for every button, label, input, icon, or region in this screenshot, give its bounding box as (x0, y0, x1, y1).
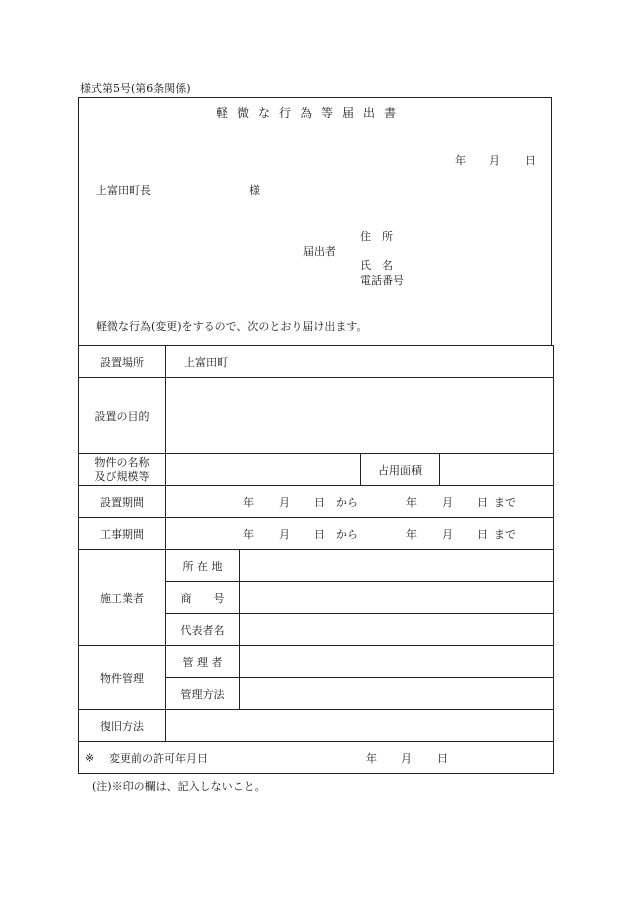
install-until-text: まで (494, 495, 516, 509)
location-label: 設置場所 (79, 346, 166, 378)
restoration-field[interactable] (166, 710, 554, 742)
purpose-field[interactable] (166, 378, 554, 454)
install-period-field[interactable] (166, 486, 554, 518)
install-from-day: 日 (314, 495, 325, 509)
row-purpose (79, 378, 554, 454)
work-to-month: 月 (442, 527, 453, 541)
addressee-town: 上富田町長 (96, 184, 151, 197)
contractor-label: 施工業者 (79, 550, 166, 646)
row-install-period (79, 486, 554, 518)
item-name-field[interactable] (166, 454, 361, 486)
install-to-month: 月 (442, 495, 453, 509)
footnote: (注)※印の欄は、記入しないこと。 (92, 780, 266, 793)
notifier-label: 届出者 (303, 245, 336, 258)
date-day: 日 (525, 154, 536, 167)
management-method-field[interactable] (240, 678, 554, 710)
install-from-month: 月 (279, 495, 290, 509)
management-method-label: 管理方法 (166, 678, 240, 710)
work-from-text: から (336, 527, 358, 541)
work-period-label: 工事期間 (79, 518, 166, 550)
item-name-label (79, 454, 166, 486)
area-field[interactable] (440, 454, 554, 486)
purpose-label: 設置の目的 (79, 378, 166, 454)
date-month: 月 (489, 154, 500, 167)
date-year: 年 (455, 154, 466, 167)
contractor-trade-field[interactable] (240, 582, 554, 614)
area-label: 占用面積 (361, 454, 440, 486)
statement-text: 軽微な行為(変更)をするので、次のとおり届け出ます。 (96, 320, 368, 333)
row-contractor-address (79, 550, 554, 582)
prior-permit-field[interactable] (79, 742, 554, 774)
restoration-label: 復旧方法 (79, 710, 166, 742)
row-item-name (79, 454, 554, 486)
item-name-label-line2: 及び規模等 (94, 469, 150, 483)
row-restoration (79, 710, 554, 742)
prior-permit-label: 変更前の許可年月日 (109, 751, 208, 765)
work-to-day: 日 (477, 527, 488, 541)
work-until-text: まで (494, 527, 516, 541)
row-prior-permit (79, 742, 554, 774)
install-from-text: から (336, 495, 358, 509)
form-number-label: 様式第5号(第6条関係) (80, 82, 191, 95)
manager-field[interactable] (240, 646, 554, 678)
item-name-label-line1: 物件の名称 (94, 455, 150, 469)
contractor-rep-field[interactable] (240, 614, 554, 646)
work-period-field[interactable] (166, 518, 554, 550)
row-location (79, 346, 554, 378)
manager-label: 管 理 者 (166, 646, 240, 678)
install-to-year: 年 (406, 495, 417, 509)
work-from-year: 年 (243, 527, 254, 541)
location-value[interactable]: 上富田町 (166, 346, 554, 378)
form-title: 軽微な行為等届出書 (216, 106, 406, 120)
row-manager (79, 646, 554, 678)
work-to-year: 年 (406, 527, 417, 541)
management-label: 物件管理 (79, 646, 166, 710)
contractor-address-label: 所 在 地 (166, 550, 240, 582)
prior-permit-day: 日 (437, 751, 448, 765)
install-from-year: 年 (243, 495, 254, 509)
install-period-label: 設置期間 (79, 486, 166, 518)
work-from-month: 月 (279, 527, 290, 541)
work-from-day: 日 (314, 527, 325, 541)
notifier-name-label: 氏 名 (360, 259, 393, 272)
addressee-honorific: 様 (249, 184, 260, 197)
contractor-address-field[interactable] (240, 550, 554, 582)
form-header-box (78, 97, 552, 345)
prior-permit-mark: ※ (85, 751, 95, 764)
notifier-address-label: 住 所 (360, 230, 393, 243)
row-work-period (79, 518, 554, 550)
prior-permit-year: 年 (366, 751, 377, 765)
contractor-rep-label: 代表者名 (166, 614, 240, 646)
notifier-phone-label: 電話番号 (360, 274, 404, 287)
contractor-trade-label: 商 号 (166, 582, 240, 614)
form-table (78, 345, 554, 774)
install-to-day: 日 (477, 495, 488, 509)
prior-permit-month: 月 (401, 751, 412, 765)
